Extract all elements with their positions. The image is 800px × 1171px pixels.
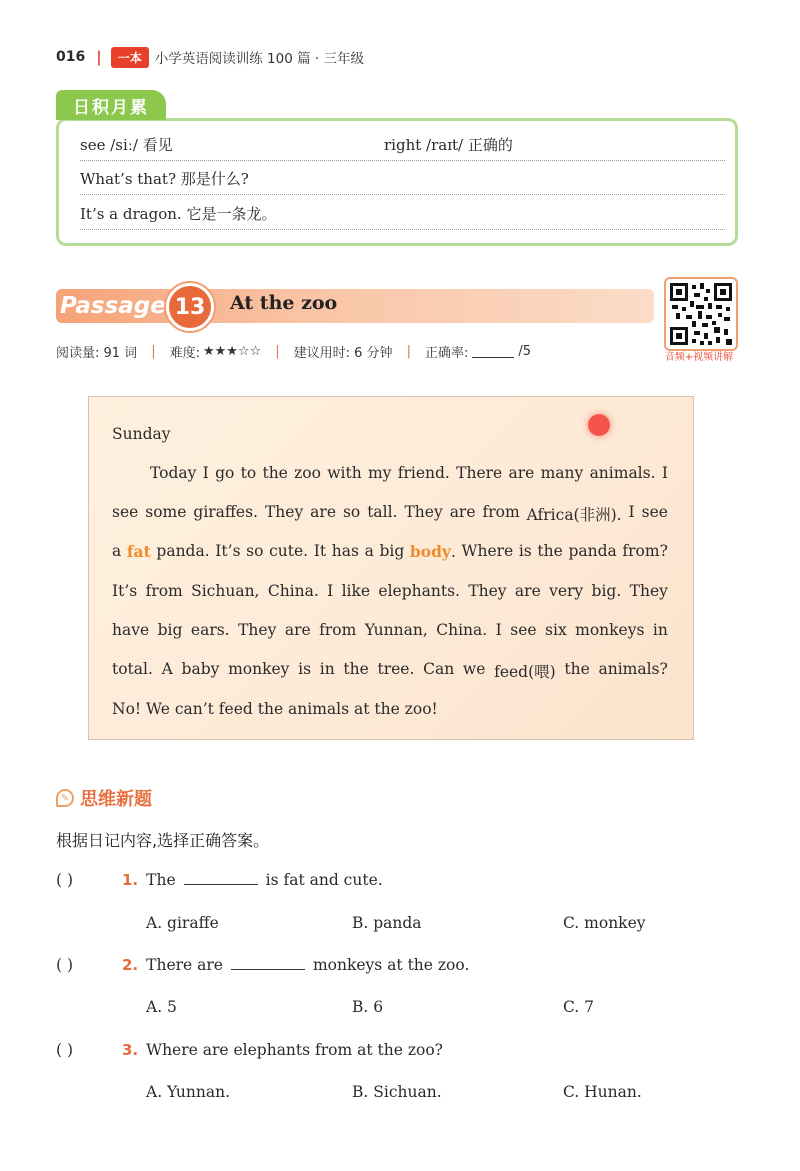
option[interactable]: B. panda (352, 914, 422, 932)
option[interactable]: A. Yunnan. (146, 1083, 231, 1101)
book-logo: 一本 (111, 47, 149, 68)
vocab-line (80, 134, 725, 155)
story-word: six (545, 621, 567, 639)
story-word: a (112, 542, 122, 560)
story-line (150, 464, 668, 482)
qr-caption: 音频+视频讲解 (664, 352, 734, 363)
vocab-entry: right /raɪt/ 正确的 (384, 136, 513, 154)
story-word: I (495, 621, 502, 639)
instruction: 根据日记内容,选择正确答案。 (56, 831, 270, 850)
story-word: from? (622, 542, 668, 560)
story-word: in (319, 660, 335, 678)
story-line (112, 621, 668, 639)
suggested-time: 建议用时: 6 分钟 (293, 346, 393, 361)
story-word: tree. (377, 660, 415, 678)
vocab-entry: see /siː/ 看见 (80, 136, 173, 154)
story-word: from (319, 621, 357, 639)
story-word: I (661, 464, 668, 482)
story-word: It (313, 542, 327, 560)
question-number: 3. (122, 1041, 139, 1059)
sun-icon (588, 414, 610, 436)
vocab-entry: It’s a dragon. 它是一条龙。 (80, 205, 277, 223)
story-word: Where (461, 542, 514, 560)
story-word: It’s (215, 542, 241, 560)
question-text: is fat and cute. (265, 871, 383, 889)
story-word: see (510, 621, 537, 639)
story-word: is (518, 542, 532, 560)
story-word: go (215, 464, 235, 482)
qr-code-icon[interactable] (664, 277, 738, 351)
story-word: are (310, 503, 336, 521)
story-word: see (641, 503, 668, 521)
story-word: a (364, 542, 374, 560)
story-word: baby (181, 660, 220, 678)
story-word: They (468, 582, 507, 600)
story-word: Africa(非洲). (526, 506, 622, 524)
story-word: animals. (589, 464, 656, 482)
story-line (112, 542, 668, 561)
story-word: we (462, 660, 486, 678)
story-word: elephants. (378, 582, 460, 600)
story-word: are (514, 582, 541, 600)
question-text: Where are elephants from at the zoo? (146, 1041, 443, 1059)
story-word: cute. (269, 542, 309, 560)
meta-divider: | (406, 344, 411, 359)
story-word: big (157, 621, 183, 639)
story-word: from (482, 503, 520, 521)
book-title: 小学英语阅读训练 100 篇 · 三年级 (154, 51, 364, 67)
story-word: friend. (397, 464, 450, 482)
story-word: the (564, 660, 590, 678)
story-word: are (449, 503, 476, 521)
story-word: some (145, 503, 187, 521)
story-word: They (404, 503, 443, 521)
story-word: to (240, 464, 257, 482)
story-word: A (161, 660, 173, 678)
story-word: the (262, 464, 288, 482)
story-word: Yunnan, (364, 621, 428, 639)
story-word: They (238, 621, 277, 639)
question-3 (56, 1041, 443, 1059)
story-word: very (549, 582, 584, 600)
meta-divider: | (275, 344, 280, 359)
story-word: like (341, 582, 371, 600)
vocab-entry: What’s that? 那是什么? (80, 170, 249, 188)
story-word: the (343, 660, 369, 678)
passage-title: At the zoo (230, 292, 338, 314)
story-word: Sichuan, (191, 582, 260, 600)
story-word: There (456, 464, 503, 482)
story-word: animals? (598, 660, 668, 678)
option[interactable]: A. giraffe (146, 914, 219, 932)
story-word: from (145, 582, 183, 600)
story-word: fat (126, 542, 151, 561)
vocab-line (80, 168, 725, 189)
option[interactable]: B. 6 (352, 998, 384, 1016)
story-word: so (342, 503, 361, 521)
question-text: monkeys at the zoo. (312, 956, 470, 974)
story-word: see (112, 503, 139, 521)
story-line (112, 660, 668, 682)
answer-parentheses[interactable]: ( ) (56, 1041, 74, 1059)
diary-day: Sunday (112, 425, 171, 443)
story-word: Can (423, 660, 455, 678)
accuracy-blank[interactable] (472, 345, 514, 358)
vocab-line (80, 203, 725, 224)
story-word: monkey (228, 660, 290, 678)
answer-blank[interactable] (184, 884, 258, 885)
word-count: 阅读量: 91 词 (56, 346, 138, 361)
passage-number-badge: 13 (166, 283, 214, 331)
story-word: in (652, 621, 668, 639)
dotted-rule (80, 229, 725, 230)
story-word: are (284, 621, 311, 639)
difficulty-stars-icon: ★★★☆☆ (202, 344, 262, 359)
story-line (112, 700, 668, 718)
story-word: are (508, 464, 535, 482)
story-line (112, 582, 668, 600)
leaf-icon: ✎ (56, 789, 74, 807)
vocab-tab: 日积月累 (56, 90, 166, 120)
story-word: big. (591, 582, 622, 600)
story-word: many (540, 464, 584, 482)
story-word: my (367, 464, 392, 482)
question-text: There are (146, 956, 223, 974)
story-word: No! We can’t feed the animals at the zoo! (112, 700, 438, 718)
option[interactable]: C. Hunan. (563, 1083, 642, 1101)
story-word: big (379, 542, 405, 560)
story-word: has (331, 542, 359, 560)
story-word: I (327, 582, 334, 600)
section-title: 思维新题 (80, 789, 152, 810)
answer-parentheses[interactable]: ( ) (56, 956, 74, 974)
story-word: zoo (294, 464, 321, 482)
page-number: 016 (56, 49, 86, 65)
story-word: panda. (156, 542, 210, 560)
dotted-rule (80, 194, 725, 195)
question-1 (56, 871, 383, 889)
story-word: They (264, 503, 304, 521)
option[interactable]: C. monkey (563, 914, 646, 932)
question-text: The (146, 871, 176, 889)
story-word: panda (568, 542, 617, 560)
story-word: monkeys (575, 621, 645, 639)
header-divider: | (96, 48, 102, 66)
page-header (56, 44, 364, 70)
story-word: China. (436, 621, 488, 639)
story-word: tall. (367, 503, 398, 521)
story-word: It’s (112, 582, 138, 600)
story-word: China. (267, 582, 319, 600)
story-line (112, 503, 668, 525)
story-word: giraffes. (193, 503, 258, 521)
story-word: I (628, 503, 635, 521)
answer-blank[interactable] (231, 969, 305, 970)
story-word: body. (409, 542, 456, 561)
story-word: ears. (190, 621, 230, 639)
story-card (88, 396, 694, 740)
question-number: 1. (122, 871, 139, 889)
section-heading (56, 785, 152, 811)
story-word: is (298, 660, 312, 678)
option[interactable]: B. Sichuan. (352, 1083, 442, 1101)
accuracy-total: /5 (518, 344, 531, 359)
story-word: Today (150, 464, 197, 482)
option[interactable]: C. 7 (563, 998, 595, 1016)
story-word: They (629, 582, 668, 600)
story-word: with (327, 464, 362, 482)
question-2 (56, 956, 469, 974)
story-word: I (202, 464, 209, 482)
dotted-rule (80, 160, 725, 161)
story-word: have (112, 621, 150, 639)
question-number: 2. (122, 956, 139, 974)
accuracy-label: 正确率: (424, 346, 469, 361)
story-word: total. (112, 660, 153, 678)
option[interactable]: A. 5 (146, 998, 177, 1016)
story-word: feed(喂) (494, 663, 556, 681)
story-word: the (537, 542, 563, 560)
passage-meta (56, 342, 531, 361)
difficulty-label: 难度: (169, 346, 200, 361)
passage-word: Passage (60, 293, 166, 319)
meta-divider: | (151, 344, 156, 359)
story-word: so (246, 542, 264, 560)
answer-parentheses[interactable]: ( ) (56, 871, 74, 889)
